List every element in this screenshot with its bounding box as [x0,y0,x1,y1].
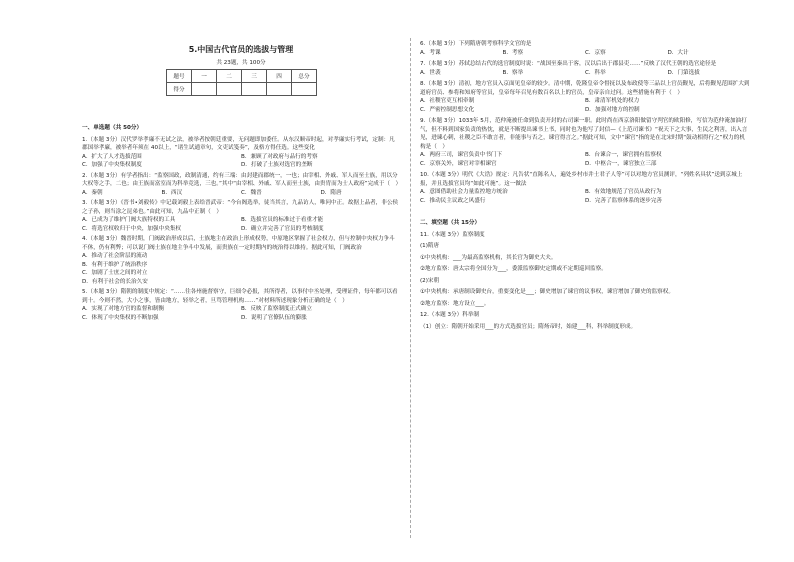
question-3 [82,199,400,233]
score-cell: 二 [217,70,242,83]
option-b[interactable]: B．考察 [502,49,524,56]
question-6 [420,40,750,57]
option-a[interactable]: A．意图借助社会力量监控地方统治 [420,189,508,195]
option-list [420,188,750,205]
score-cell: 总分 [292,70,317,83]
option-b[interactable]: B．台谏合一，谏官拥有监察权 [585,152,662,158]
option-d[interactable]: D．门第选拔 [667,69,700,76]
question-stem: 3.（本题 3分）《晋书•刘毅传》中记载刘毅上表给晋武帝：“今台阁选举，徒当其言，九品访人，唯问中正。故据上品者，非公侯之子孙，则当涂之昆弟也。”由此可知，九品中正制（ ） [82,200,399,215]
fill-blank-line[interactable]: ②地方监察：地方设立___。 [420,300,490,307]
option-c[interactable]: C．严密控制思想文化 [420,106,475,113]
option-a[interactable]: A．扩大了人才选拔范围 [82,153,142,160]
score-table-header-row [167,70,317,83]
option-d[interactable]: D．大计 [667,49,689,56]
option-d[interactable]: D．完善了监察体系的逐步完善 [585,197,663,204]
question-stem: 2.（本题 3分）有学者指出：“监察国政，政制清通，约有三端：由封建而郡统一，一也；由宰相、外戚、军人而至士族，用以分大权等之手，二也；由王族而富室而为科举竞选，三也。”其中“由宰相、外戚、军人而至士族，由贵胄而为士人政府”完成于（ ） [82,172,402,187]
page-subtitle: 共 23题，共 100分 [216,60,266,66]
option-a[interactable]: A．秦朝 [82,189,103,196]
score-cell [267,83,292,96]
option-a[interactable]: A．考课 [420,49,441,56]
score-cell [242,83,267,96]
option-a[interactable]: A．世袭 [420,69,441,76]
option-d[interactable]: D．加强对地方的控制 [585,106,640,113]
question-stem: 11.（本题 3分）监察制度 [420,231,485,238]
question-7 [420,60,750,77]
option-list [420,49,750,58]
option-b[interactable]: B．察举 [502,69,524,76]
option-d[interactable]: D．说明了官僚队伍的膨胀 [241,314,307,321]
option-a[interactable]: A．实现了对地方官的监督和制衡 [82,306,165,312]
option-c[interactable]: C．科举 [585,69,606,76]
question-stem: 10.（本题 3分）明代《大诰》规定：凡告状“直陈名人，遍处乡村市井士君子人等”可以对地方官员测评，“列姓名具状”送到京城上报，并且选拔官员均“如此可施”。这一做法 [420,172,743,187]
fill-blank-line[interactable]: ①中央机构：___为最高监察机构，其长官为御史大夫。 [420,254,557,261]
option-b[interactable]: B．有利于维护了统治秩序 [82,261,148,268]
option-d[interactable]: D．中枢合一，谏官独立三部 [585,160,657,167]
question-stem: 4.（本题 3分）魏晋时期，门阀政治形成以后，士族地主在政治上形成权势，中原地区掌握了社会权力，但与控制中央权力争斗不休，仍有利弊；可以说门阀士族在地主争斗中发展，而贵族在一定时期内的统治得以维持。据此可知，门阀政治 [82,236,395,251]
question-1 [82,136,400,170]
option-b[interactable]: B．肃清军机处的权力 [585,98,640,104]
question-stem: 6.（本题 3分）下列隋唐朝考察科学文官的是 [420,41,532,47]
question-stem: 1.（本题 3分）汉代罗举孝廉不无试之法，被举者按朝廷重要，无问题即加委任。从东汉顺帝时起，对孝廉实行考试，定制：凡郡国举孝廉，被举者年须在 40以上，“诸生试通章句，文吏试笺奏”，及格方得任选。这些变化 [82,136,395,151]
score-cell [292,83,317,96]
left-column [82,124,400,322]
question-5 [82,288,400,322]
option-b[interactable]: B．选拔官员的标准过于看重才能 [241,217,324,223]
option-list [420,97,750,114]
fill-blank-line[interactable]: （1）创立：隋朝开始采用___的方式选拔官员；隋炀帝时，始建___科，科举制度形成。 [420,323,637,330]
score-cell: 三 [242,70,267,83]
question-stem: 7.（本题 3分）苏轼总结古代的选官制度时说：“战国至秦出于客，汉以后出于郡县吏……”反映了汉代王朝的选官途径是 [420,61,717,67]
option-list [420,69,750,78]
section-heading: 二、填空题（共 15分） [420,220,481,226]
question-stem: 9.（本题 3分）1033年 5月，范仲淹被任命到负责开封的右司谏一职。此时尚在西京洛阳做留守判官的欧阳修，写信为范仲淹加油打气，但不料到国家负责的热忱，就是不断提出谏书上书，同时也为他写了封信—《上范司谏书》“祝天下之大事，生民之利害，出入言见，进谏心刺，社稷之臣不敢言者，非能事与否之，谏官得言之。”据此可知，文中“谏官”指的是在北宋时期“鼓动相得行之”权力的机构是（ ） [420,118,748,150]
score-cell: 四 [267,70,292,83]
option-c[interactable]: C．加剧了士庶之间的对立 [82,270,148,276]
column-divider [410,38,411,538]
option-c[interactable]: C．体现了中央集权的不断加强 [82,314,159,321]
question-12 [420,311,750,331]
score-cell [192,83,217,96]
question-2 [82,172,400,198]
option-b[interactable]: B．有效地规范了官员从政行为 [585,189,662,195]
question-4 [82,235,400,286]
option-a[interactable]: A．已成为了维护门阀大族特权的工具 [82,217,176,223]
question-8 [420,80,750,114]
option-d[interactable]: D．隋唐 [320,189,342,196]
score-cell: 一 [192,70,217,83]
question-stem: 5.（本题 3分）隋朝的制度中规定：“……往各州施督察守，巨细令必报，其所得者，以事付中丞处理，受理证件，每年都可以看到十。今则不然，大小之事，皆由地方，轻举之者，旦骂管理机构……”对材料所述现象分析正确的是（ ） [82,289,398,304]
score-cell: 得分 [167,83,192,96]
sub-heading: (2)宋朝 [420,277,440,284]
option-b[interactable]: B．西汉 [161,189,183,196]
score-cell [217,83,242,96]
option-c[interactable]: C．京察 [585,49,606,56]
right-column [420,40,750,331]
page-title: 5.中国古代官员的选拔与管理 [188,45,294,54]
option-b[interactable]: B．兼顾了对政府与品行的考察 [241,153,318,160]
score-table [166,69,317,96]
option-b[interactable]: B．反映了监察制度正式确立 [241,306,312,312]
option-d[interactable]: D．确立并完善了官员的考核制度 [241,225,324,232]
option-c[interactable]: C．将选官权收归于中央，加强中央集权 [82,225,182,232]
question-9 [420,117,750,168]
sub-heading: (1)隋唐 [420,243,440,249]
score-cell: 题号 [167,70,192,83]
fill-blank-line[interactable]: ①中央机构：承唐制设御史台，重要变化是___；御史增加了谏官的议事权，谏官增加了御史的监察权。 [420,289,674,295]
option-a[interactable]: A．两府三司，谏官负责中书门下 [420,152,503,158]
question-10 [420,171,750,205]
option-d[interactable]: D．有利于社会的长治久安 [82,278,148,285]
option-list [82,189,400,198]
option-c[interactable]: C．京察关外，谏官对宰相谏官 [420,160,497,167]
question-11 [420,231,750,309]
option-d[interactable]: D．打破了士族对选官的垄断 [241,162,313,168]
option-a[interactable]: A．社稷官吏互相牵制 [420,98,475,104]
question-stem: 12.（本题 3分）科举制 [420,312,479,318]
option-c[interactable]: C．魏晋 [241,189,262,196]
option-c[interactable]: C．加强了中央集权制度 [82,162,142,168]
option-list [82,216,400,233]
fill-blank-line[interactable]: ②地方监察：唐太宗将全国分为___，委派监察御史定期或不定期巡回监察。 [420,266,607,272]
section-heading: 一、单选题（共 50分） [82,125,143,131]
option-a[interactable]: A．推动了社会阶层的流动 [82,253,148,259]
score-table-score-row [167,83,317,96]
question-stem: 8.（本题 3分）清初，地方官员入京面见皇帝的较少。清中期，乾隆皇帝令督抚以及布政使等三品以上官员觐见，后将觐见范围扩大到道府官员、参将和知府等官员，皇帝每年召见有数百名以上的官员，皇帝亲自过问。这些措施有利于（ ） [420,81,750,96]
option-list [420,151,750,168]
option-list [82,305,400,322]
option-c[interactable]: C．推动民主议政之风盛行 [420,197,486,204]
option-list [82,153,400,170]
